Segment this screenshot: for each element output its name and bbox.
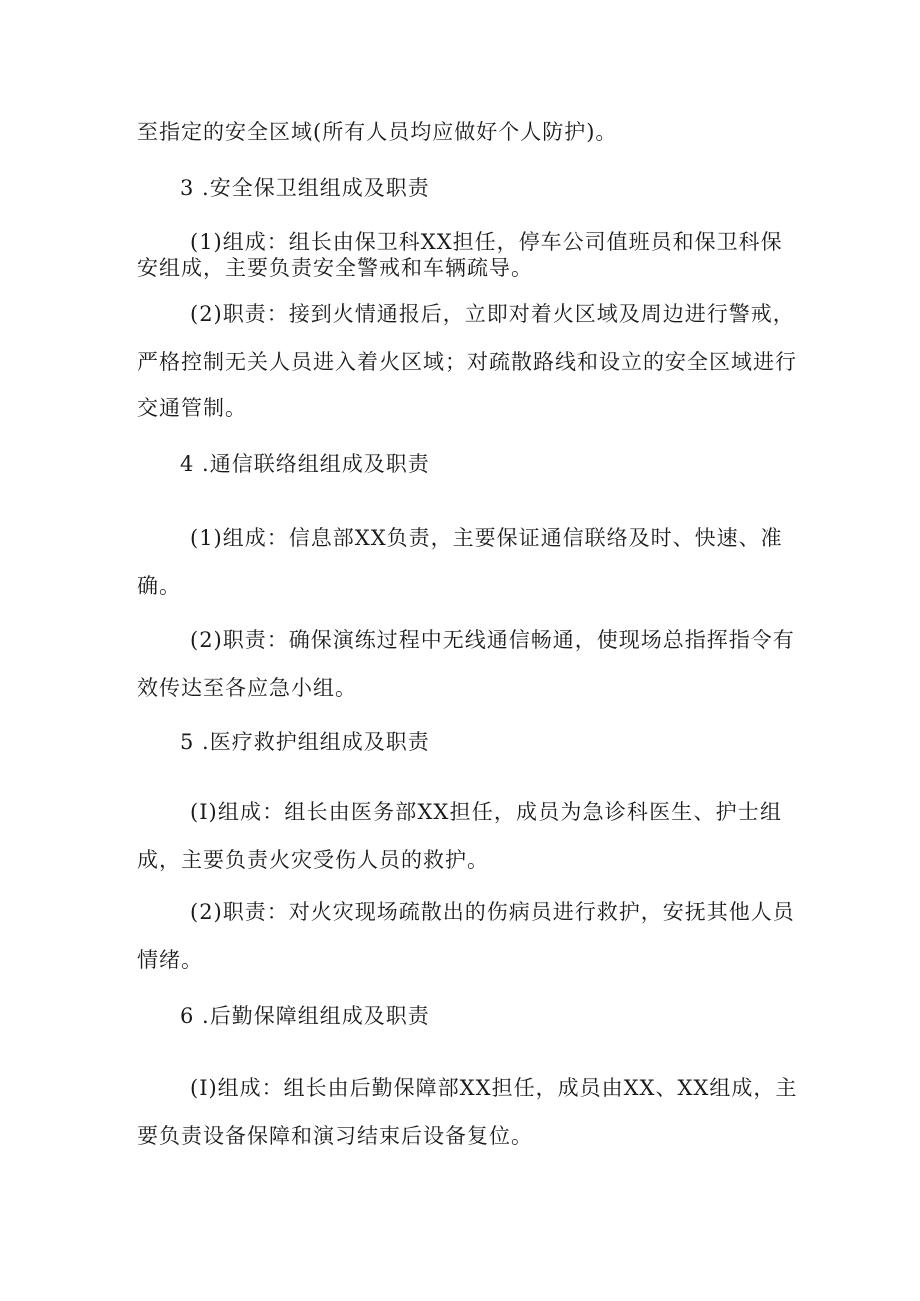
section-4-duty-cont: 效传达至各应急小组。	[137, 676, 357, 700]
section-3-composition-cont: 安组成，主要负责安全警戒和车辆疏导。	[137, 256, 533, 280]
section-3-composition: (1)组成：组长由保卫科XX担任，停车公司值班员和保卫科保	[190, 230, 783, 254]
section-4-composition: (1)组成：信息部XX负责，主要保证通信联络及时、快速、准	[190, 526, 783, 550]
section-5-duty: (2)职责：对火灾现场疏散出的伤病员进行救护，安抚其他人员	[190, 900, 795, 924]
section-4-duty: (2)职责：确保演练过程中无线通信畅通，使现场总指挥指令有	[190, 628, 795, 652]
section-6-composition: (I)组成：组长由后勤保障部XX担任，成员由XX、XX组成，主	[190, 1076, 798, 1100]
section-3-heading: 3 .安全保卫组组成及职责	[180, 176, 430, 200]
section-3-duty-end: 交通管制。	[137, 396, 247, 420]
continuation-text: 至指定的安全区域(所有人员均应做好个人防护)。	[137, 120, 618, 144]
section-5-composition: (I)组成：组长由医务部XX担任，成员为急诊科医生、护士组	[190, 800, 782, 824]
section-4-composition-cont: 确。	[137, 574, 181, 598]
section-5-duty-cont: 情绪。	[137, 948, 203, 972]
section-6-heading: 6 .后勤保障组组成及职责	[180, 1004, 430, 1028]
section-3-duty: (2)职责：接到火情通报后，立即对着火区域及周边进行警戒，	[190, 302, 795, 326]
section-3-duty-cont: 严格控制无关人员进入着火区域；对疏散路线和设立的安全区域进行	[137, 350, 797, 374]
section-5-composition-cont: 成，主要负责火灾受伤人员的救护。	[137, 848, 489, 872]
section-6-composition-cont: 要负责设备保障和演习结束后设备复位。	[137, 1124, 533, 1148]
section-4-heading: 4 .通信联络组组成及职责	[180, 452, 430, 476]
section-5-heading: 5 .医疗救护组组成及职责	[180, 730, 430, 754]
